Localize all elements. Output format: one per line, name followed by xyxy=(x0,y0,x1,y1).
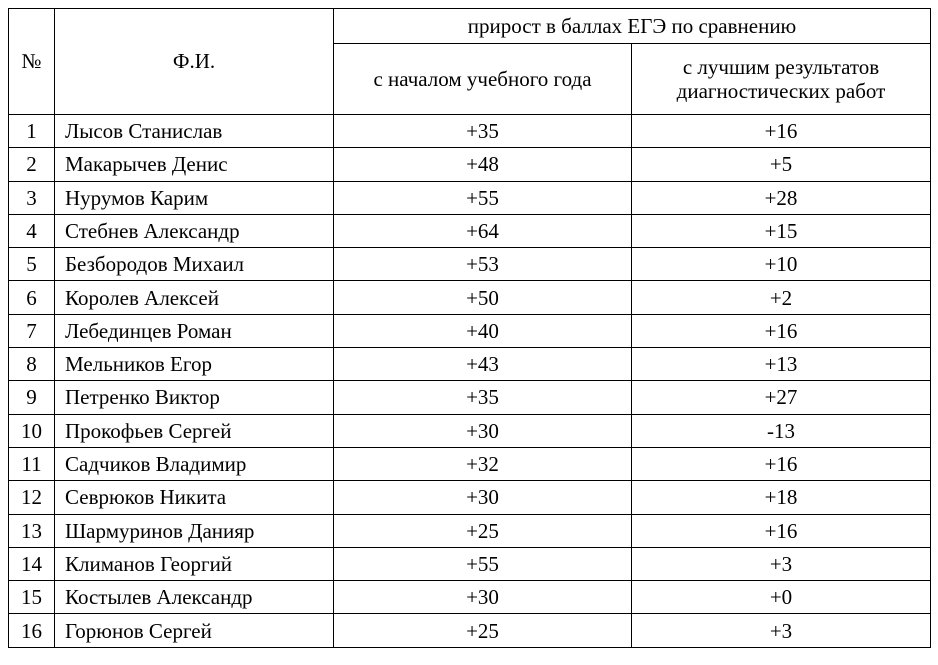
table-row xyxy=(9,581,931,614)
table-row xyxy=(9,481,931,514)
table-row xyxy=(9,115,931,148)
student-name: Нурумов Карим xyxy=(55,181,334,214)
table-row xyxy=(9,181,931,214)
gain-vs-best: +3 xyxy=(632,547,931,580)
gain-vs-start: +64 xyxy=(334,214,632,247)
gain-vs-best: +28 xyxy=(632,181,931,214)
gain-vs-start: +48 xyxy=(334,148,632,181)
gain-vs-best: +0 xyxy=(632,581,931,614)
row-number: 13 xyxy=(9,514,55,547)
gain-vs-best: +16 xyxy=(632,514,931,547)
row-number: 15 xyxy=(9,581,55,614)
table-row xyxy=(9,348,931,381)
student-name: Безбородов Михаил xyxy=(55,248,334,281)
gain-vs-start: +25 xyxy=(334,614,632,647)
row-number: 11 xyxy=(9,447,55,480)
gain-vs-best: +13 xyxy=(632,348,931,381)
row-number: 5 xyxy=(9,248,55,281)
row-number: 6 xyxy=(9,281,55,314)
table-row xyxy=(9,248,931,281)
header-row-top xyxy=(9,9,931,44)
gain-vs-best: -13 xyxy=(632,414,931,447)
gain-vs-start: +32 xyxy=(334,447,632,480)
student-name: Горюнов Сергей xyxy=(55,614,334,647)
table-row xyxy=(9,547,931,580)
gain-vs-best: +3 xyxy=(632,614,931,647)
table-row xyxy=(9,514,931,547)
table-row xyxy=(9,614,931,647)
table-row xyxy=(9,447,931,480)
header-number: № xyxy=(9,9,55,115)
row-number: 3 xyxy=(9,181,55,214)
row-number: 4 xyxy=(9,214,55,247)
table-row xyxy=(9,314,931,347)
gain-vs-best: +16 xyxy=(632,314,931,347)
gain-vs-best: +2 xyxy=(632,281,931,314)
row-number: 1 xyxy=(9,115,55,148)
gain-vs-start: +50 xyxy=(334,281,632,314)
gain-vs-start: +55 xyxy=(334,181,632,214)
gain-vs-best: +27 xyxy=(632,381,931,414)
gain-vs-start: +25 xyxy=(334,514,632,547)
header-group: прирост в баллах ЕГЭ по сравнению xyxy=(334,9,931,44)
gain-vs-best: +15 xyxy=(632,214,931,247)
gain-vs-start: +53 xyxy=(334,248,632,281)
table-row xyxy=(9,414,931,447)
table-row xyxy=(9,214,931,247)
gain-vs-start: +30 xyxy=(334,581,632,614)
gain-vs-start: +30 xyxy=(334,481,632,514)
table-row xyxy=(9,381,931,414)
row-number: 7 xyxy=(9,314,55,347)
gain-vs-start: +35 xyxy=(334,115,632,148)
gain-vs-best: +16 xyxy=(632,115,931,148)
student-name: Стебнев Александр xyxy=(55,214,334,247)
header-name: Ф.И. xyxy=(55,9,334,115)
results-table xyxy=(8,8,931,648)
student-name: Костылев Александр xyxy=(55,581,334,614)
row-number: 12 xyxy=(9,481,55,514)
gain-vs-best: +5 xyxy=(632,148,931,181)
student-name: Королев Алексей xyxy=(55,281,334,314)
gain-vs-start: +30 xyxy=(334,414,632,447)
row-number: 14 xyxy=(9,547,55,580)
student-name: Шармуринов Данияр xyxy=(55,514,334,547)
student-name: Севрюков Никита xyxy=(55,481,334,514)
gain-vs-start: +40 xyxy=(334,314,632,347)
header-col-b: с лучшим результатов диагностических работ xyxy=(632,44,931,115)
student-name: Петренко Виктор xyxy=(55,381,334,414)
gain-vs-best: +16 xyxy=(632,447,931,480)
table-row xyxy=(9,148,931,181)
student-name: Мельников Егор xyxy=(55,348,334,381)
row-number: 10 xyxy=(9,414,55,447)
table-row xyxy=(9,281,931,314)
row-number: 8 xyxy=(9,348,55,381)
row-number: 16 xyxy=(9,614,55,647)
student-name: Лебединцев Роман xyxy=(55,314,334,347)
student-name: Лысов Станислав xyxy=(55,115,334,148)
row-number: 9 xyxy=(9,381,55,414)
student-name: Климанов Георгий xyxy=(55,547,334,580)
student-name: Прокофьев Сергей xyxy=(55,414,334,447)
gain-vs-start: +55 xyxy=(334,547,632,580)
gain-vs-best: +10 xyxy=(632,248,931,281)
row-number: 2 xyxy=(9,148,55,181)
gain-vs-best: +18 xyxy=(632,481,931,514)
header-col-a: с началом учебного года xyxy=(334,44,632,115)
student-name: Садчиков Владимир xyxy=(55,447,334,480)
student-name: Макарычев Денис xyxy=(55,148,334,181)
gain-vs-start: +43 xyxy=(334,348,632,381)
gain-vs-start: +35 xyxy=(334,381,632,414)
